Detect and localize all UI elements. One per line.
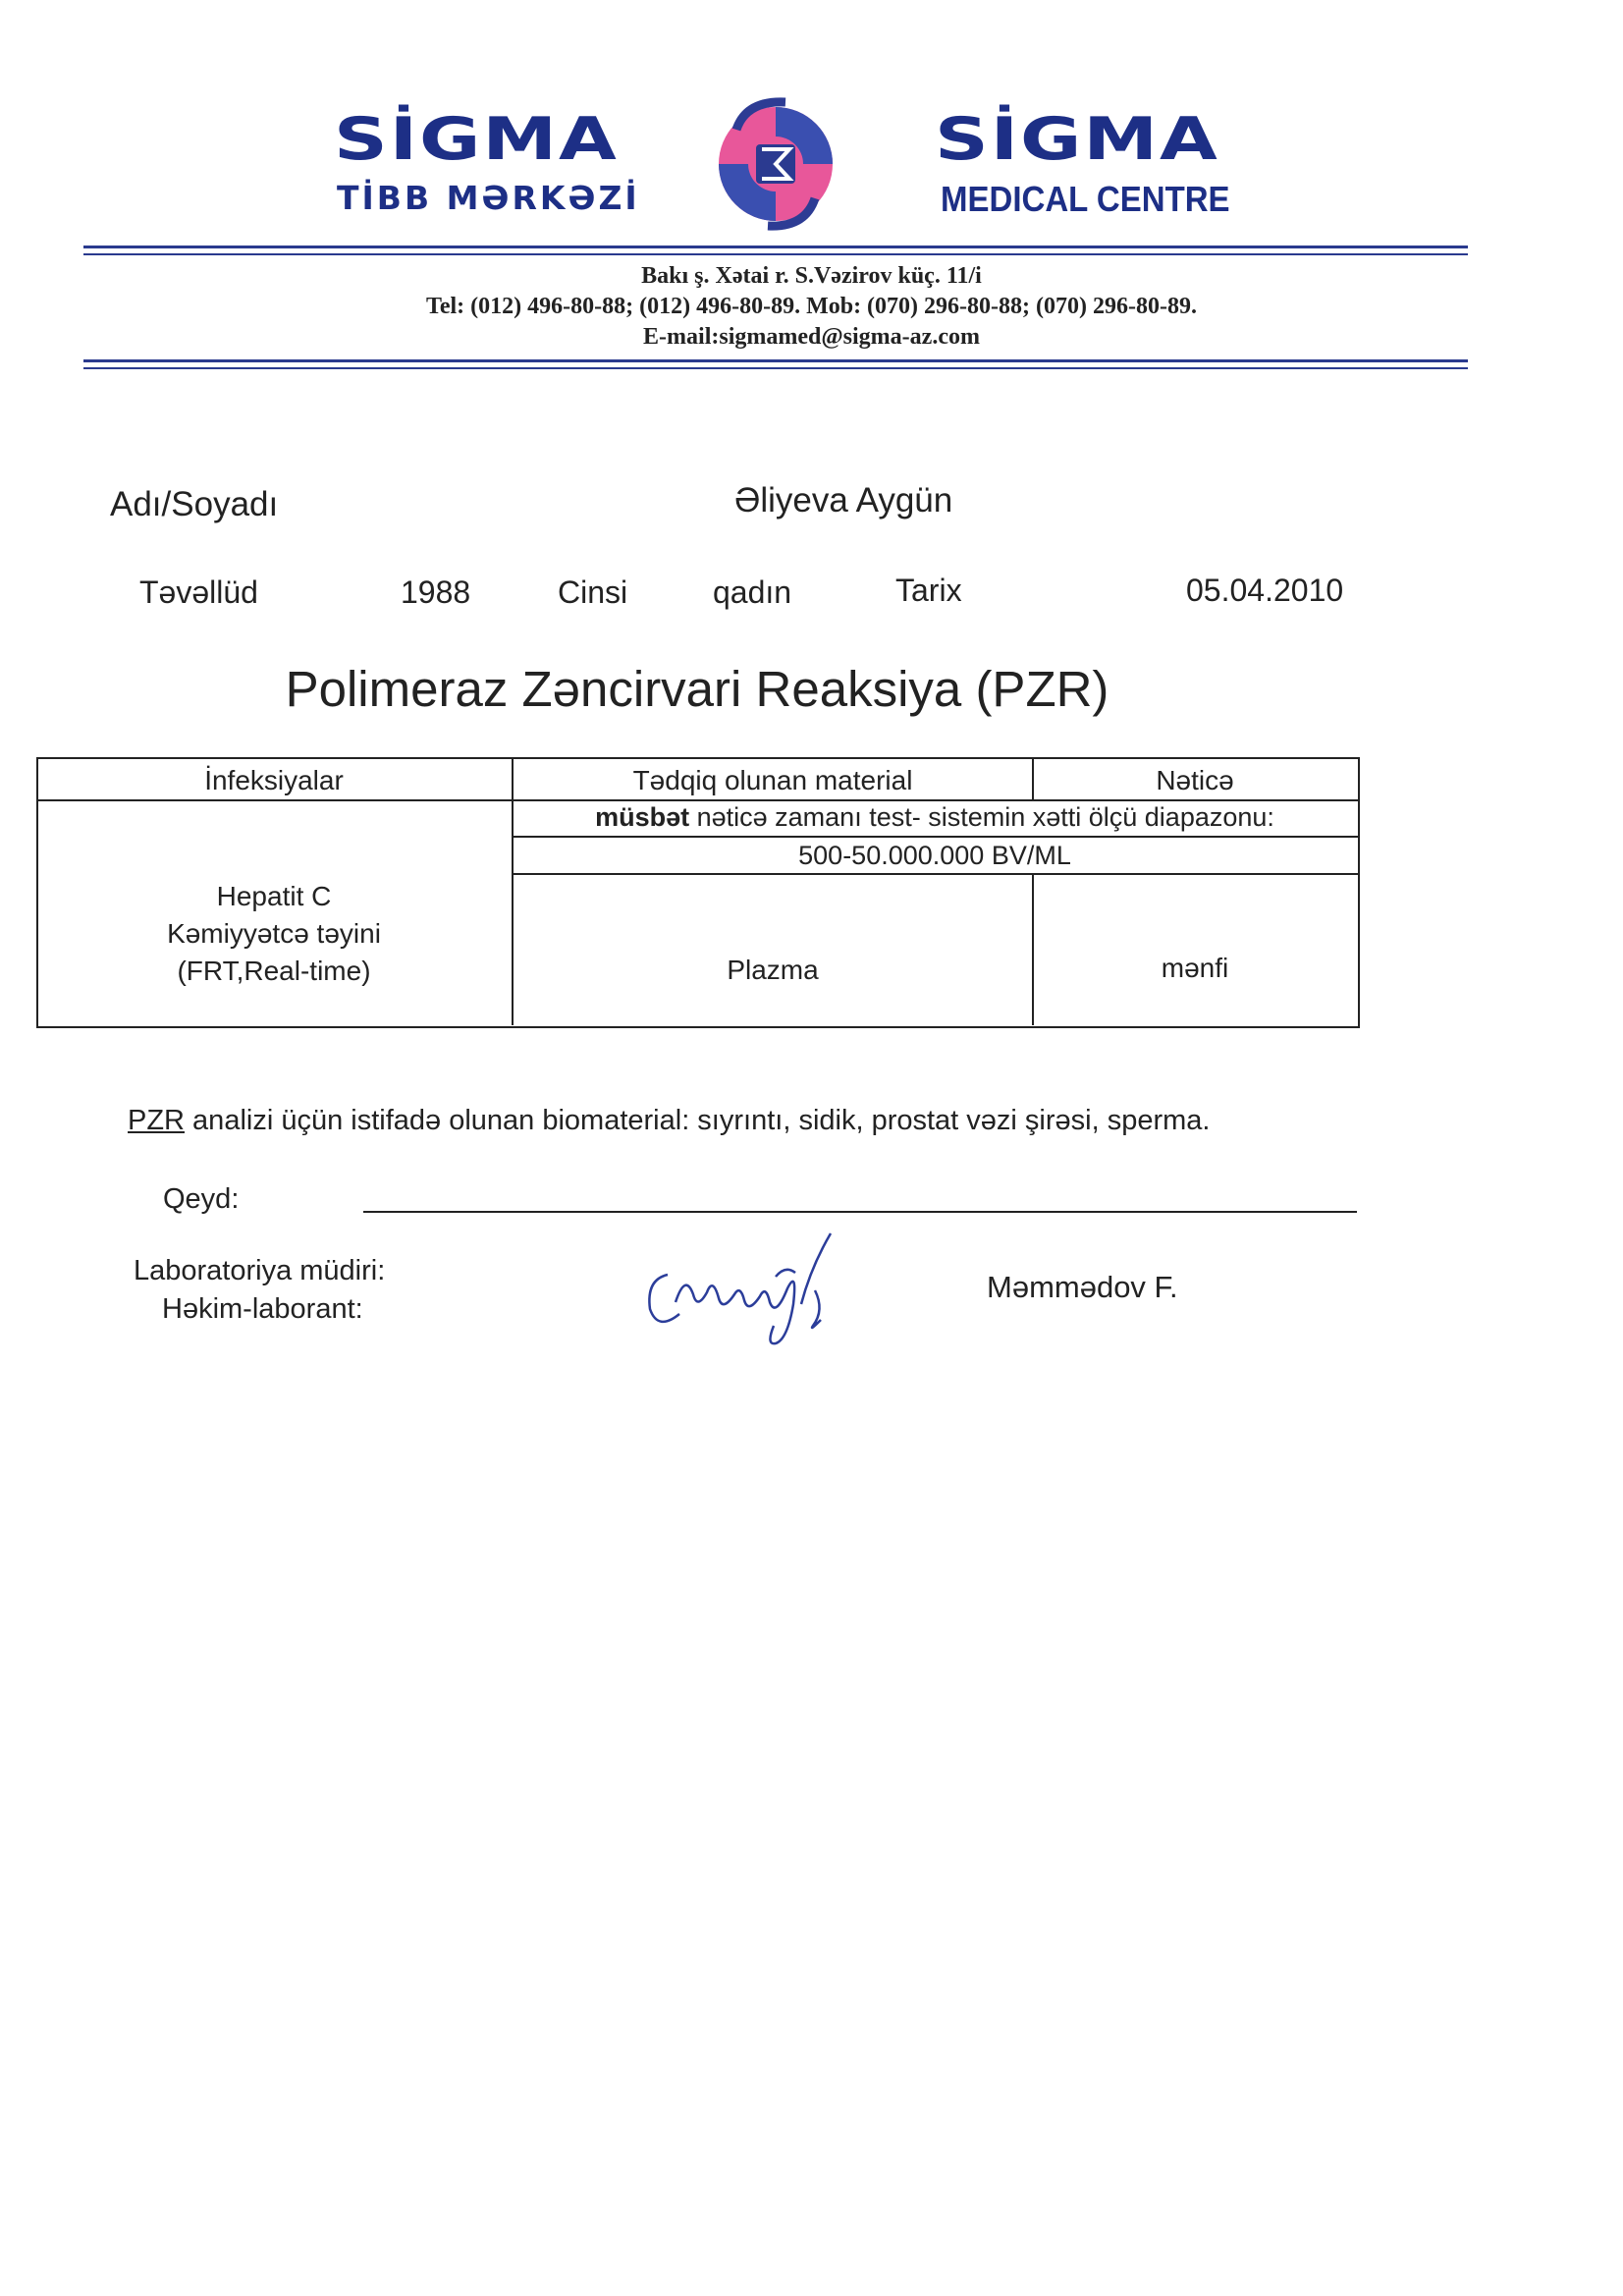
lab-tech-label: Həkim-laborant:: [162, 1293, 363, 1325]
table-range-rule: [512, 836, 1358, 838]
biomaterial-note: [128, 1105, 1210, 1137]
table-col-divider-2-body: [1032, 873, 1034, 1025]
address-line: Bakı ş. Xətai r. S.Vəzirov küç. 11/i: [641, 263, 982, 289]
header-rule-top: [83, 246, 1468, 248]
header-rule-bottom-thin: [83, 367, 1468, 369]
lab-head-label: Laboratoriya müdiri:: [134, 1255, 386, 1286]
table-range-value: 500-50.000.000 BV/ML: [798, 841, 1071, 870]
infection-line-3: (FRT,Real-time): [177, 956, 371, 986]
sex-label: Cinsi: [558, 574, 628, 610]
table-body-rule: [512, 873, 1358, 875]
sex-value: qadın: [713, 574, 792, 610]
remark-line: [363, 1211, 1357, 1213]
header-rule-top-thin: [83, 253, 1468, 255]
table-header-rule: [36, 799, 1358, 801]
infection-line-2: Kəmiyyətcə təyini: [167, 918, 381, 949]
sigma-logo-icon: [677, 90, 874, 238]
signature-image: [628, 1216, 864, 1353]
signer-name: Məmmədov F.: [987, 1270, 1178, 1304]
date-label: Tarix: [895, 573, 962, 608]
name-label: Adı/Soyadı: [110, 485, 279, 523]
table-header-result: Nəticə: [1156, 765, 1234, 795]
table-header-material: Tədqiq olunan material: [632, 765, 913, 795]
birth-label: Təvəllüd: [139, 574, 258, 610]
table-range-note: [514, 802, 1356, 833]
infection-line-1: Hepatit C: [216, 881, 332, 911]
phone-line: Tel: (012) 496-80-88; (012) 496-80-89. Mob: (070) 296-80-88; (070) 296-80-89.: [426, 294, 1197, 319]
name-value: Əliyeva Aygün: [734, 481, 953, 519]
biomaterial-note-prefix: PZR: [128, 1105, 185, 1136]
email-line: E-mail:sigmamed@sigma-az.com: [643, 324, 980, 350]
birth-value: 1988: [401, 574, 471, 610]
brand-right-subtitle: MEDICAL CENTRE: [941, 179, 1230, 219]
brand-left-name: SİGMA: [334, 104, 619, 173]
remark-label: Qeyd:: [163, 1183, 240, 1215]
date-value: 05.04.2010: [1186, 573, 1344, 608]
material-value: Plazma: [727, 955, 819, 985]
range-bold-word: müsbət: [595, 802, 690, 832]
header-rule-bottom: [83, 359, 1468, 362]
range-text: nəticə zamanı test- sistemin xətti ölçü diapazonu:: [689, 802, 1274, 832]
result-value: mənfi: [1161, 953, 1229, 983]
biomaterial-note-text: analizi üçün istifadə olunan biomaterial: sıyrıntı, sidik, prostat vəzi şirəsi, sperma.: [185, 1105, 1211, 1136]
report-title: Polimeraz Zəncirvari Reaksiya (PZR): [285, 661, 1109, 717]
brand-left-subtitle: TİBB MƏRKƏZİ: [337, 179, 640, 217]
brand-right-name: SİGMA: [935, 104, 1219, 173]
table-header-infections: İnfeksiyalar: [204, 765, 344, 795]
